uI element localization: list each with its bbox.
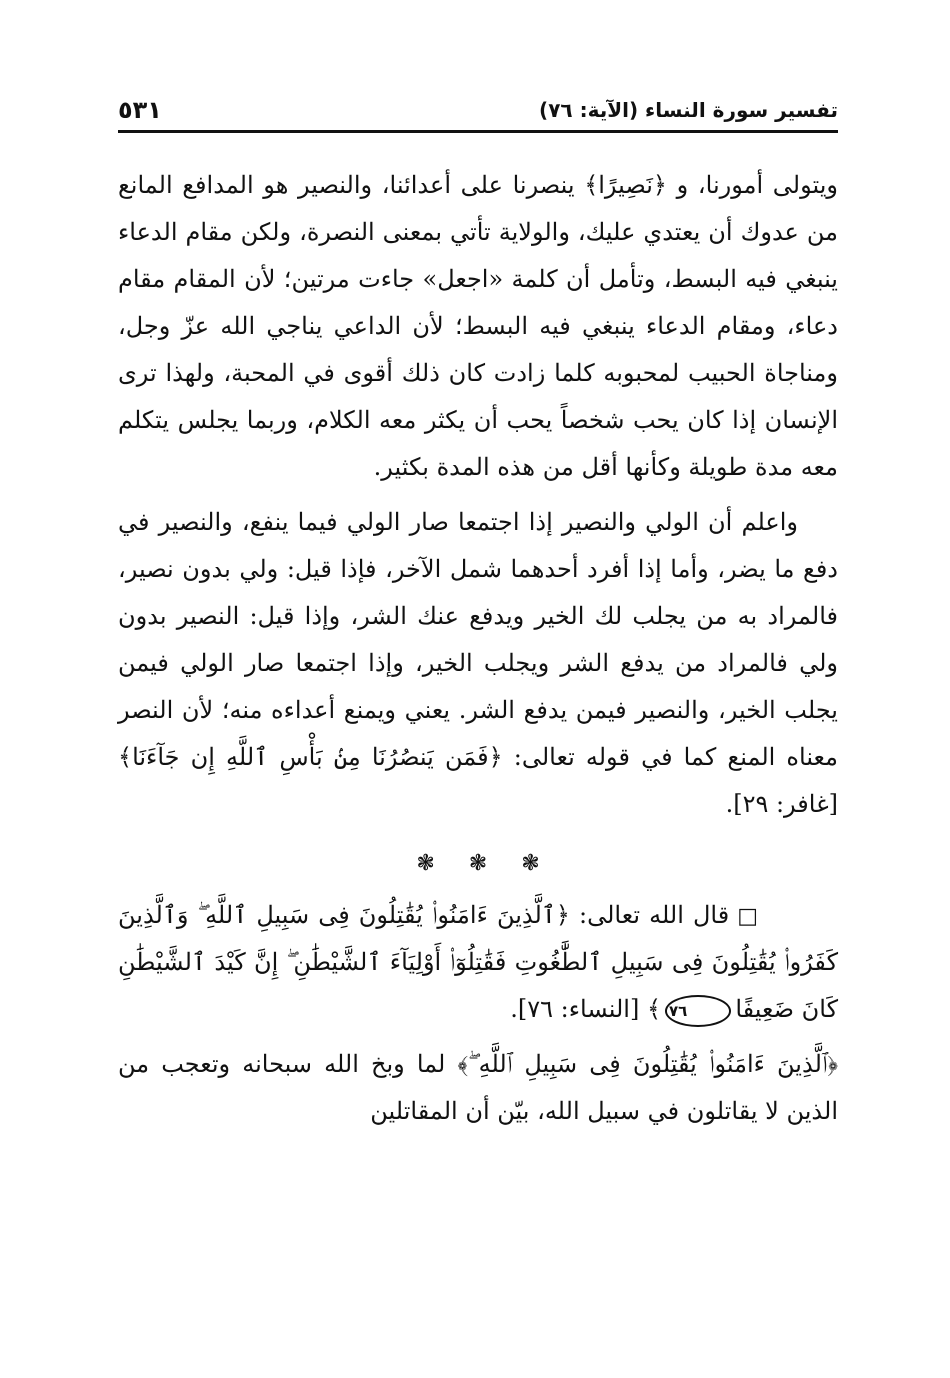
flower-ornament-icon: ❃ xyxy=(521,851,540,876)
text-run: لما وبخ الله سبحانه وتعجب من الذين لا يقاتلون في سبيل الله، بيّن أن المقاتلين xyxy=(118,1050,838,1125)
verse-reference: [النساء: ٧٦]. xyxy=(510,995,647,1023)
text-run: واعلم أن الولي والنصير إذا اجتمعا صار الولي فيما ينفع، والنصير في دفع ما يضر، وأما إذا أفرد أحدهما شمل الآخر، فإذا قيل: ولي بدون نصير، فالمراد به من يجلب لك الخير ويدفع عنك الشر، وإذا قيل: النصير بدون ولي فالمراد من يدفع الشر ويجلب الخير، وإذا اجتمعا صار الولي فيمن يجلب الخير، والنصير فيمن يدفع الشر. يعني ويمنع أعداءه منه؛ لأن النصر معناه المنع كما في قوله تعالى: xyxy=(118,508,838,771)
ayah-number-badge: ٧٦ xyxy=(665,995,731,1027)
running-title: تفسير سورة النساء (الآية: ٧٦) xyxy=(539,98,838,122)
spacer xyxy=(118,1033,838,1041)
flower-ornament-icon: ❃ xyxy=(468,851,488,876)
text-run: ينصرنا على أعدائنا، والنصير هو المدافع المانع من عدوك أن يعتدي عليك، والولاية تأتي بمعنى النصرة، ولكن مقام الدعاء ينبغي فيه البسط، وتأمل أن كلمة «اجعل» جاءت مرتين؛ لأن المقام مقام دعاء، ومقام الدعاء ينبغي فيه البسط؛ لأن الداعي يناجي الله عزّ وجل، ومناجاة الحبيب لمحبوبه كلما زادت كان ذلك أقوى في المحبة، ولهذا ترى الإنسان إذا كان يحب شخصاً يحب أن يكثر معه الكلام، وربما يجلس يتكلم معه مدة طويلة وكأنها أقل من هذه المدة بكثير. xyxy=(118,171,838,481)
paragraph-verse-76 xyxy=(118,892,838,1033)
square-bullet-icon: □ xyxy=(737,903,759,929)
page-content xyxy=(118,162,838,1135)
quran-quote: ﴿فَمَن يَنصُرُنَا مِنۢ بَأْسِ ٱللَّهِ إِن جَآءَنَا﴾ xyxy=(118,743,503,771)
paragraph-commentary xyxy=(118,1041,838,1135)
quran-quote: ﴿ٱلَّذِينَ ءَامَنُوا۟ يُقَٰتِلُونَ فِى سَبِيلِ ٱللَّهِ ۖ وَٱلَّذِينَ كَفَرُوا۟ يُقَٰتِلُونَ فِى سَبِيلِ ٱلطَّٰغُوتِ فَقَٰتِلُوٓا۟ أَوْلِيَآءَ ٱلشَّيْطَٰنِ ۖ إِنَّ كَيْدَ ٱلشَّيْطَٰنِ كَانَ ضَعِيفًا xyxy=(118,901,838,1023)
page-header xyxy=(118,94,838,126)
text-run: قال الله تعالى: xyxy=(569,901,730,929)
verse-reference: [غافر: ٢٩]. xyxy=(725,790,838,818)
paragraph-wali-nasir xyxy=(118,499,838,828)
quran-quote-close: ﴾ xyxy=(646,995,662,1023)
section-separator xyxy=(118,846,838,882)
flower-ornament-icon: ❃ xyxy=(416,851,435,876)
text-run: ويتولى أمورنا، و xyxy=(666,171,839,199)
quran-quote: ﴿ٱلَّذِينَ ءَامَنُوا۟ يُقَٰتِلُونَ فِى سَبِيلِ ٱللَّهِ ۖ﴾ xyxy=(457,1050,839,1078)
quran-quote: ﴿نَصِيرًا﴾ xyxy=(584,171,667,199)
paragraph-nasir-meaning xyxy=(118,162,838,491)
header-rule xyxy=(118,130,838,133)
page-number: ٥٣١ xyxy=(118,96,162,124)
